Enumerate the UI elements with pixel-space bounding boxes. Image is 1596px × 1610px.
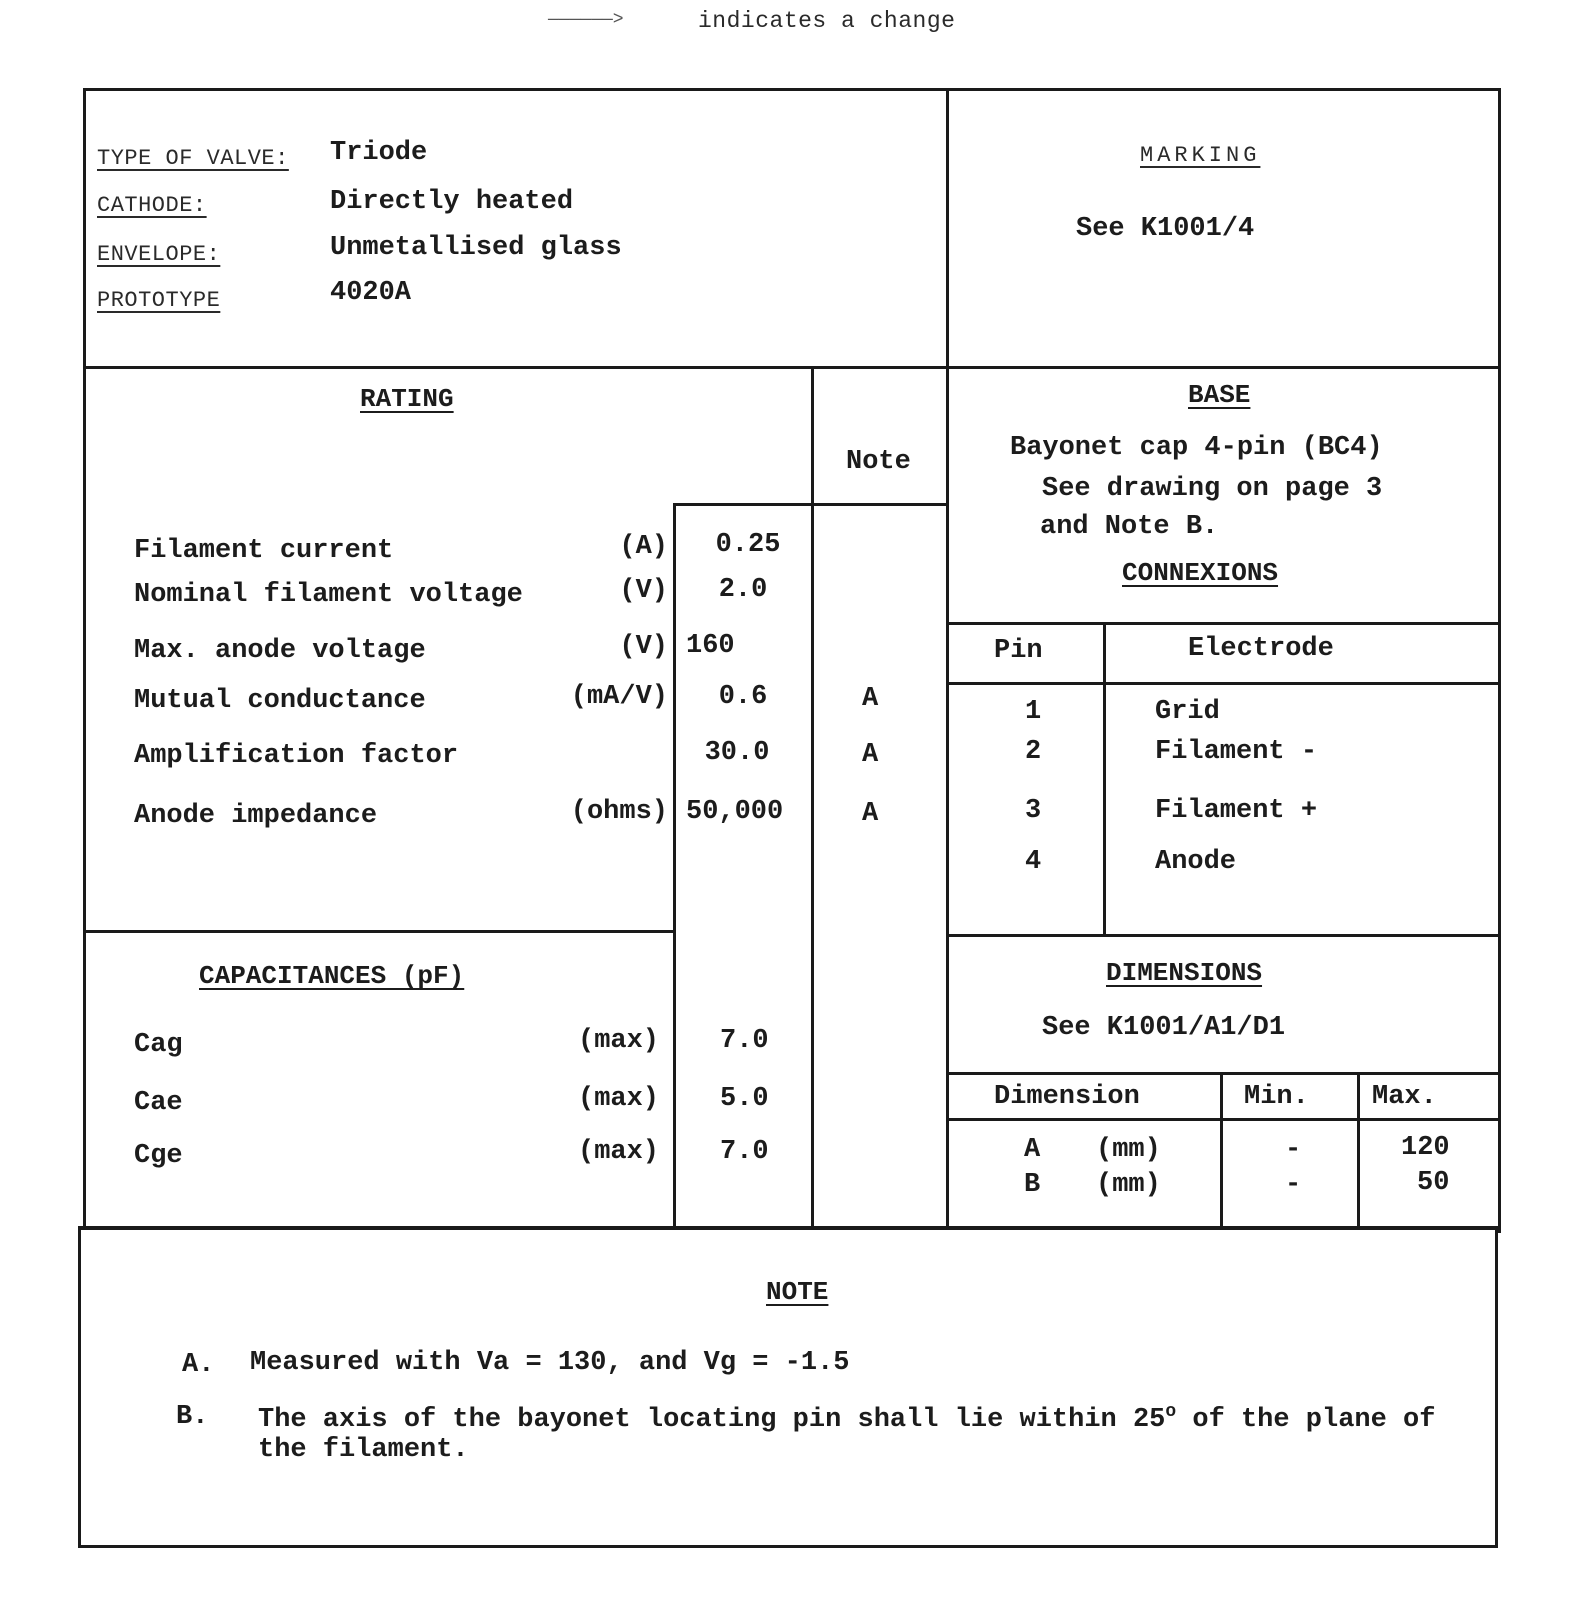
capacitance-row-name: Cae bbox=[134, 1088, 183, 1118]
rating-row-value: 0.6 bbox=[718, 682, 768, 712]
note-item-text bbox=[258, 1402, 1435, 1435]
marking-text: See K1001/4 bbox=[1076, 214, 1255, 244]
rating-row-value: 2.0 bbox=[718, 575, 768, 605]
dimension-label: B bbox=[1024, 1170, 1041, 1200]
base-line-2: See drawing on page 3 bbox=[1042, 474, 1383, 504]
envelope-value: Unmetallised glass bbox=[330, 233, 622, 263]
rating-row-unit: (V) bbox=[619, 576, 668, 606]
rating-row-note: A bbox=[862, 684, 879, 714]
marking-title: MARKING bbox=[1140, 143, 1261, 168]
note-column-header: Note bbox=[846, 447, 911, 477]
capacitance-row-value: 5.0 bbox=[720, 1084, 769, 1114]
pin-column-header: Pin bbox=[994, 636, 1043, 666]
cathode-label: CATHODE: bbox=[97, 193, 207, 218]
type-value: Triode bbox=[330, 138, 428, 168]
base-line-3: and Note B. bbox=[1040, 512, 1219, 542]
capacitance-row-value: 7.0 bbox=[720, 1026, 769, 1056]
min-column-header: Min. bbox=[1244, 1082, 1309, 1112]
note-title: NOTE bbox=[766, 1277, 829, 1307]
dimension-column-header: Dimension bbox=[994, 1082, 1140, 1112]
rating-row-name: Max. anode voltage bbox=[134, 636, 426, 666]
electrode-name: Filament + bbox=[1155, 796, 1318, 826]
note-b-text-start: The axis of the bayonet locating pin shall lie within 25 bbox=[258, 1405, 1166, 1435]
rating-row-note: A bbox=[862, 799, 879, 829]
capacitance-row-unit: (max) bbox=[578, 1026, 660, 1056]
note-b-text-end: of the plane of bbox=[1176, 1405, 1436, 1435]
note-item-label: A. bbox=[182, 1350, 215, 1380]
capacitance-row-unit: (max) bbox=[578, 1084, 660, 1114]
rating-row-value: 160 bbox=[686, 631, 735, 661]
dimension-max: 50 bbox=[1417, 1168, 1450, 1198]
dimension-unit: (mm) bbox=[1096, 1135, 1161, 1165]
electrode-name: Grid bbox=[1155, 697, 1220, 727]
dimension-label: A bbox=[1024, 1135, 1041, 1165]
rating-row-name: Mutual conductance bbox=[134, 686, 426, 716]
max-column-header: Max. bbox=[1372, 1082, 1437, 1112]
prototype-label: PROTOTYPE bbox=[97, 288, 221, 313]
rating-row-unit: (V) bbox=[619, 632, 668, 662]
pin-number: 2 bbox=[1025, 737, 1042, 767]
base-title: BASE bbox=[1188, 380, 1251, 410]
capacitance-row-value: 7.0 bbox=[720, 1137, 769, 1167]
change-indicator-text: indicates a change bbox=[698, 8, 956, 34]
capacitance-row-unit: (max) bbox=[578, 1137, 660, 1167]
dimensions-ref: See K1001/A1/D1 bbox=[1042, 1013, 1286, 1043]
dimension-min: - bbox=[1285, 1170, 1302, 1200]
type-label: TYPE OF VALVE: bbox=[97, 146, 289, 171]
prototype-value: 4020A bbox=[330, 278, 412, 308]
rating-row-value: 50,000 bbox=[686, 797, 784, 827]
rating-row-name: Filament current bbox=[134, 536, 394, 566]
rating-row-value: 0.25 bbox=[715, 530, 781, 560]
rating-row-name: Anode impedance bbox=[134, 801, 378, 831]
electrode-name: Anode bbox=[1155, 847, 1237, 877]
capacitance-row-name: Cge bbox=[134, 1141, 183, 1171]
rating-row-note: A bbox=[862, 740, 879, 770]
note-item-text-continued: the filament. bbox=[258, 1435, 469, 1465]
change-indicator-arrow: ——————> bbox=[548, 10, 624, 30]
cathode-value: Directly heated bbox=[330, 187, 574, 217]
rating-row-name: Nominal filament voltage bbox=[134, 580, 523, 610]
degree-superscript: o bbox=[1165, 1402, 1177, 1422]
electrode-name: Filament - bbox=[1155, 737, 1318, 767]
capacitances-title: CAPACITANCES (pF) bbox=[199, 961, 465, 991]
rating-row-unit: (mA/V) bbox=[570, 682, 668, 712]
dimension-max: 120 bbox=[1401, 1133, 1450, 1163]
envelope-label: ENVELOPE: bbox=[97, 242, 221, 267]
rating-row-unit: (A) bbox=[619, 532, 668, 562]
electrode-column-header: Electrode bbox=[1188, 634, 1334, 664]
pin-number: 3 bbox=[1025, 796, 1042, 826]
note-item-label: B. bbox=[176, 1402, 209, 1432]
dimension-unit: (mm) bbox=[1096, 1170, 1161, 1200]
rating-title: RATING bbox=[360, 384, 454, 414]
dimension-min: - bbox=[1285, 1135, 1302, 1165]
capacitance-row-name: Cag bbox=[134, 1030, 183, 1060]
rating-row-name: Amplification factor bbox=[134, 741, 459, 771]
connexions-title: CONNEXIONS bbox=[1122, 558, 1279, 588]
dimensions-title: DIMENSIONS bbox=[1106, 958, 1263, 988]
note-item-text: Measured with Va = 130, and Vg = -1.5 bbox=[250, 1348, 850, 1378]
base-line-1: Bayonet cap 4-pin (BC4) bbox=[1010, 433, 1383, 463]
rating-row-value: 30.0 bbox=[704, 738, 770, 768]
rating-row-unit: (ohms) bbox=[570, 797, 668, 827]
pin-number: 4 bbox=[1025, 847, 1042, 877]
pin-number: 1 bbox=[1025, 697, 1042, 727]
